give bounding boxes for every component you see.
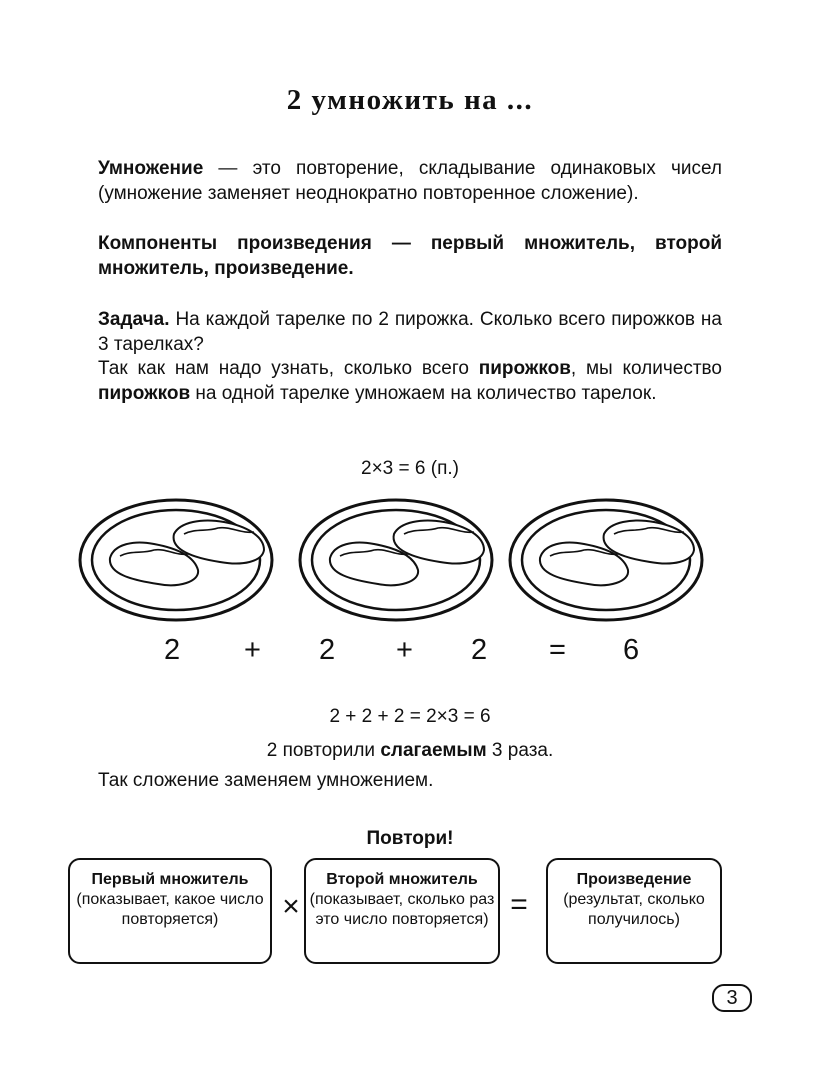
identity-formula: 2 + 2 + 2 = 2×3 = 6	[329, 706, 491, 727]
explanation-text-2: , мы количество	[570, 358, 722, 379]
sum-result: 6	[623, 634, 640, 666]
product-box	[546, 858, 722, 964]
repeat-note-bold: слагаемым	[380, 740, 487, 761]
second-factor-box	[304, 858, 500, 964]
task-label: Задача.	[98, 309, 170, 330]
definition-term: Умножение	[98, 158, 204, 179]
repeat-note	[0, 740, 820, 762]
repeat-note-text-1: 2 повторили	[266, 740, 381, 761]
plate-icon	[80, 500, 272, 620]
product-description: (результат, сколько получилось)	[563, 891, 705, 928]
equals-sign: =	[549, 634, 566, 666]
repeat-note-text-2: 3 раза.	[486, 740, 554, 761]
task-paragraph	[98, 307, 722, 357]
explanation-paragraph	[98, 356, 722, 406]
sum-number-3: 2	[471, 634, 488, 666]
explanation-text-1: Так как нам надо узнать, сколько всего	[98, 358, 479, 379]
plus-sign-1: +	[244, 634, 261, 666]
plate-icon	[510, 500, 702, 620]
second-factor-heading: Второй множитель	[326, 871, 478, 888]
task-text: На каждой тарелке по 2 пирожка. Сколько всего пирожков на 3 тарелках?	[98, 309, 722, 355]
explanation-bold-1: пирожков	[478, 358, 571, 379]
conclusion-text: Так сложение заменяем умножением.	[98, 770, 434, 791]
definition-paragraph	[98, 156, 722, 206]
repeat-heading: Повтори!	[366, 828, 454, 849]
page-title: 2 умножить на ...	[286, 84, 534, 116]
first-factor-heading: Первый множитель	[91, 871, 249, 888]
sum-number-1: 2	[164, 634, 181, 666]
plus-sign-2: +	[396, 634, 413, 666]
page-number: 3	[712, 984, 752, 1012]
times-sign: ×	[282, 890, 300, 923]
explanation-bold-2: пирожков	[98, 383, 191, 404]
product-heading: Произведение	[576, 871, 692, 888]
explanation-text-3: на одной тарелке умножаем на количество тарелок.	[190, 383, 657, 404]
first-factor-box	[68, 858, 272, 964]
components-paragraph: Компоненты произведения — первый множитель, второй множитель, произведение.	[98, 233, 722, 279]
first-factor-description: (показывает, какое число повторяется)	[76, 891, 264, 928]
sum-number-2: 2	[319, 634, 336, 666]
plate-icon	[300, 500, 492, 620]
plates-illustration	[70, 492, 730, 632]
formula-top: 2×3 = 6 (п.)	[361, 458, 459, 479]
definition-text: — это повторение, складывание одинаковых чисел (умножение заменяет неоднократно повторенное сложение).	[98, 158, 722, 204]
second-factor-description: (показывает, сколько раз это число повторяется)	[309, 891, 495, 928]
equals-sign-box: =	[510, 888, 528, 921]
